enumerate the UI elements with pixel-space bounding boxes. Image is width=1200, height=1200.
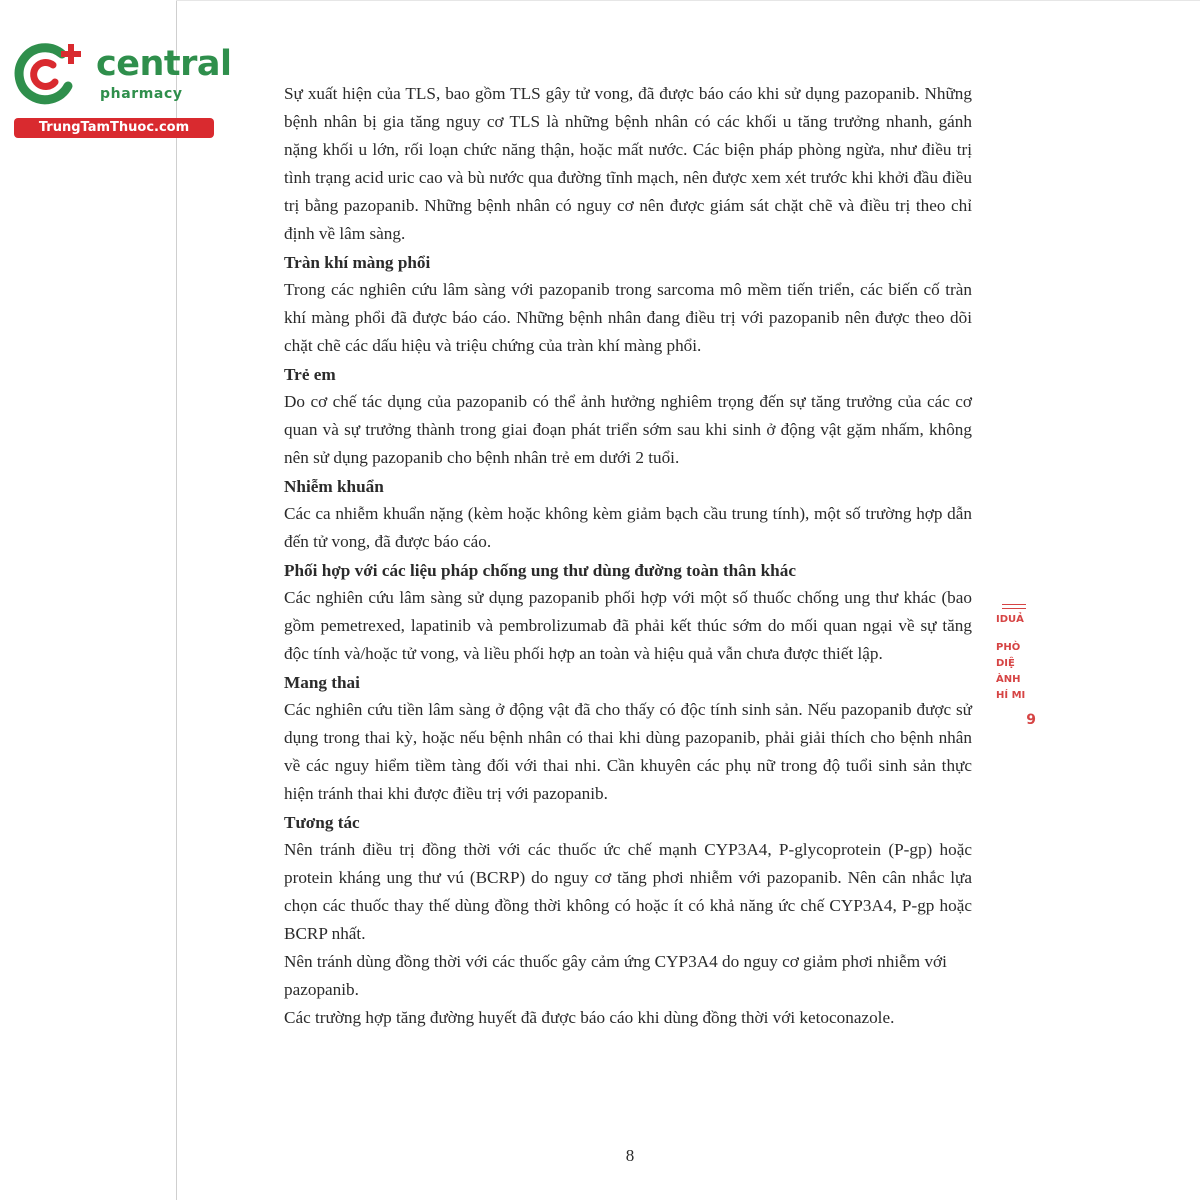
pregnancy-heading: Mang thai [284,673,360,692]
combination-heading: Phối hợp với các liệu pháp chống ung thư dùng đường toàn thân khác [284,561,796,580]
stamp-text-line: IDUẢ [996,614,1024,625]
children-paragraph: Do cơ chế tác dụng của pazopanib có thể ảnh hưởng nghiêm trọng đến sự tăng trưởng của các cơ quan và sự trưởng thành trong giai đoạn phát triển sớm sau khi sinh ở động vật gặm nhấm, không nên sử dụng pazopanib cho bệnh nhân trẻ em dưới 2 tuổi. [284,392,972,467]
infection-paragraph: Các ca nhiễm khuẩn nặng (kèm hoặc không kèm giảm bạch cầu trung tính), một số trường hợp dẫn đến tử vong, đã được báo cáo. [284,504,972,551]
logo-subtitle: pharmacy [100,86,183,102]
red-stamp-fragment [996,596,1036,766]
stamp-text-line: ÀNH [996,674,1021,685]
stamp-text-line: DIỆ [996,658,1015,669]
logo-brand-name: central [96,44,232,84]
document-body [284,80,972,1032]
page-number: 8 [625,1146,635,1165]
stamp-text-line: HÍ MI [996,690,1026,701]
intro-paragraph: Sự xuất hiện của TLS, bao gồm TLS gây tử vong, đã được báo cáo khi sử dụng pazopanib. Những bệnh nhân bị gia tăng nguy cơ TLS là những bệnh nhân có các khối u tăng trưởng nhanh, gánh nặng khối u lớn, rối loạn chức năng thận, hoặc mất nước. Các biện pháp phòng ngừa, như điều trị tình trạng acid uric cao và bù nước qua đường tĩnh mạch, nên được xem xét trước khi khởi đầu điều trị bằng pazopanib. Những bệnh nhân có nguy cơ nên được giám sát chặt chẽ và điều trị theo chỉ định về lâm sàng. [284,84,972,243]
infection-heading: Nhiễm khuẩn [284,477,384,496]
page-edge [176,0,177,1200]
stamp-arc-line [1002,604,1026,605]
interaction-paragraph-2: Nên tránh dùng đồng thời với các thuốc gây cảm ứng CYP3A4 do nguy cơ giảm phơi nhiễm với pazopanib. [284,952,947,999]
page-top-edge [176,0,1200,1]
interaction-paragraph-3: Các trường hợp tăng đường huyết đã được báo cáo khi dùng đồng thời với ketoconazole. [284,1008,895,1027]
interaction-paragraph-1: Nên tránh điều trị đồng thời với các thuốc ức chế mạnh CYP3A4, P-glycoprotein (P-gp) hoặc protein kháng ung thư vú (BCRP) do nguy cơ tăng phơi nhiễm với pazopanib. Nên cân nhắc lựa chọn các thuốc thay thế dùng đồng thời không có hoặc ít có khả năng ức chế CYP3A4, P-gp hoặc BCRP nhất. [284,840,972,943]
interaction-heading: Tương tác [284,813,360,832]
stamp-text-line: PHÒ [996,642,1021,653]
central-logo-icon [10,38,90,110]
pneumothorax-heading: Tràn khí màng phổi [284,253,431,272]
pregnancy-paragraph: Các nghiên cứu tiền lâm sàng ở động vật đã cho thấy có độc tính sinh sản. Nếu pazopanib được sử dụng trong thai kỳ, hoặc nếu bệnh nhân có thai khi dùng pazopanib, phải giải thích cho bệnh nhân về các nguy hiểm tiềm tàng đối với thai nhi. Cần khuyên các phụ nữ trong độ tuổi sinh sản thực hiện tránh thai khi được điều trị với pazopanib. [284,700,972,803]
combination-paragraph: Các nghiên cứu lâm sàng sử dụng pazopanib phối hợp với một số thuốc chống ung thư khác (bao gồm pemetrexed, lapatinib và pembrolizumab đã phải kết thúc sớm do mối quan ngại về sự tăng độc tính và/hoặc tử vong, và liều phối hợp an toàn và hiệu quả vẫn chưa được thiết lập. [284,588,972,663]
pneumothorax-paragraph: Trong các nghiên cứu lâm sàng với pazopanib trong sarcoma mô mềm tiến triển, các biến cố tràn khí màng phổi đã được báo cáo. Những bệnh nhân đang điều trị với pazopanib nên được theo dõi chặt chẽ các dấu hiệu và triệu chứng của tràn khí màng phổi. [284,280,972,355]
stamp-text-line: 9 [1026,712,1036,728]
logo-url-badge: TrungTamThuoc.com [14,118,214,138]
children-heading: Trẻ em [284,365,336,384]
central-pharmacy-logo [10,38,232,138]
stamp-arc-line [1002,608,1026,609]
